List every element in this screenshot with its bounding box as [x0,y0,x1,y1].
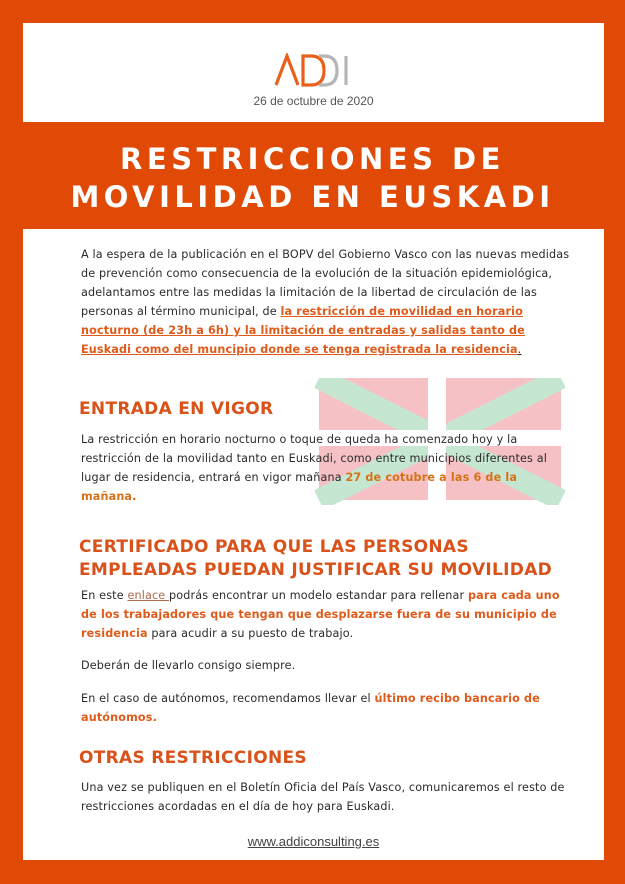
certificado-paragraph-2: Deberán de llevarlo consigo siempre. [81,659,296,672]
certificado-p1-end: para acudir a su puesto de trabajo. [147,627,354,640]
website-link[interactable]: www.addiconsulting.es [247,834,380,849]
intro-paragraph [81,245,571,359]
addi-logo [23,53,604,87]
content-panel [23,229,604,860]
enlace-link[interactable]: enlace [127,589,170,602]
entrada-paragraph [81,430,571,506]
page-title-line1: RESTRICCIONES DE [120,142,505,176]
certificado-p3-start: En el caso de autónomos, recomendamos llevar el [81,692,375,705]
certificado-p1-highlight: para cada uno de los trabajadores que tengan que desplazarse fuera de su municipio de residencia [81,589,560,640]
certificado-p1-mid: podrás encontrar un modelo estandar para rellenar [169,589,469,602]
page-title-line2: MOVILIDAD EN EUSKADI [70,180,555,214]
entrada-highlight: 27 de cotubre a las 6 de la mañana [81,471,518,503]
otras-paragraph: Una vez se publiquen en el Boletín Oficia del País Vasco, comunicaremos el resto de restricciones acordadas en el día de hoy para Euskadi. [81,781,565,813]
section-heading-otras: OTRAS RESTRICCIONES [79,748,307,768]
intro-text: A la espera de la publicación en el BOPV del Gobierno Vasco con las nuevas medidas de prevención como consecuencia de la evolución de la situación epidemiológica, adelantamos entre las medidas la limitación de la libertad de circulación de las personas al término municipal, de [81,248,570,318]
document-date: 26 de octubre de 2020 [253,94,374,108]
entrada-end: . [132,490,137,503]
intro-highlight: la restricción de movilidad en horario nocturno (de 23h a 6h) y la limitación de entradas y salidas tanto de Euskadi como del muncipio donde se tenga registrada la residencia [81,305,525,356]
certificado-p1-start: En este [81,589,128,602]
certificado-paragraph-3 [81,689,571,727]
certificado-p3-highlight: último recibo bancario de autónomos [81,692,540,724]
section-heading-entrada: ENTRADA EN VIGOR [79,399,274,419]
certificado-heading-line2: EMPLEADAS PUEDAN JUSTIFICAR SU MOVILIDAD [79,560,553,580]
certificado-paragraph-1 [81,586,571,643]
header-panel [23,23,604,122]
entrada-text: La restricción en horario nocturno o toque de queda ha comenzado hoy y la restricción de la movilidad tanto en Euskadi, como entre municipios diferentes al lugar de residencia, entrará en vigor mañana [81,433,547,484]
addi-logo-mark [274,53,354,87]
intro-end: . [517,343,522,356]
certificado-p3-end: . [152,711,157,724]
certificado-heading-line1: CERTIFICADO PARA QUE LAS PERSONAS [79,537,469,557]
section-heading-certificado [79,536,552,582]
page-title [0,140,625,216]
